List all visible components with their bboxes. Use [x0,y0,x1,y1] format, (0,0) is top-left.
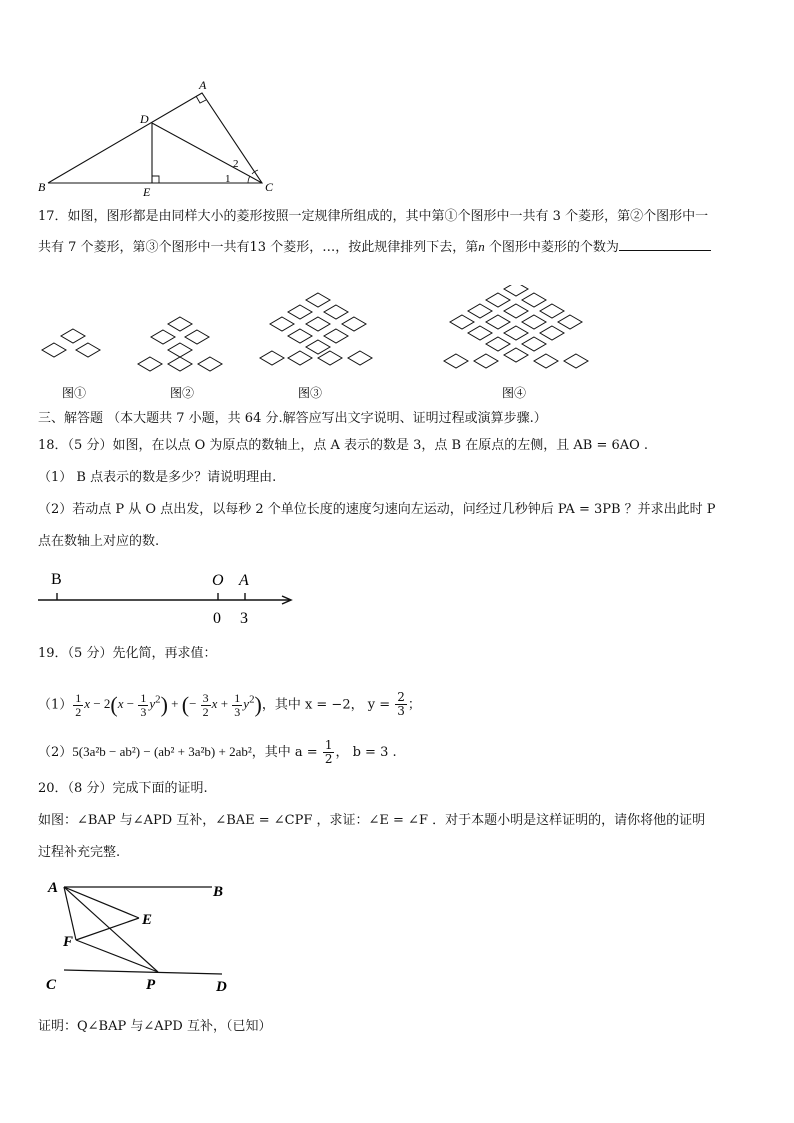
section-3-title: 三、解答题 （本大题共 7 小题，共 64 分.解答应写出文字说明、证明过程或演算步骤.） [38,411,547,426]
label-A: A [199,78,207,92]
fig-label-D: D [216,979,227,995]
fig-label-P: P [146,977,156,993]
axis-label-A: A [239,572,249,589]
q20-line2: 过程补充完整. [38,845,121,860]
fig-label-E: E [142,912,153,928]
label-E: E [143,185,151,199]
caption-fig3: 图③ [298,386,323,400]
answer-blank[interactable] [619,238,711,251]
triangle-figure [30,75,290,200]
figure-2-rhombi [138,317,222,371]
q18-line1: 18．（5 分）如图，在以点 O 为原点的数轴上，点 A 表示的数是 3，点 B 在原点的左侧，且 AB = 6AO . [38,438,649,453]
label-angle-1: 1 [225,173,231,185]
q20-title: 20．（8 分）完成下面的证明. [38,781,208,796]
q19-title: 19．（5 分）先化简，再求值： [38,646,217,661]
label-C: C [265,180,274,194]
q19-expr2: 5(3a²b − ab²) − (ab² + 3a²b) + 2ab² [72,744,252,759]
caption-fig1: 图① [62,386,87,400]
q18-part2-line2: 点在数轴上对应的数. [38,534,160,549]
axis-tick-3: 3 [240,610,248,627]
axis-tick-0: 0 [213,610,221,627]
axis-label-O: O [212,572,224,589]
q17-line1: 17．如图，图形都是由同样大小的菱形按照一定规律所组成的，其中第①个图形中一共有 3 个菱形，第②个图形中一 [38,209,709,224]
q17-line2: 共有 7 个菱形，第③个图形中一共有13 个菱形，…，按此规律排列下去，第n 个图形中菱形的个数为 [38,238,756,257]
q18-part1: （1） B 点表示的数是多少？请说明理由. [38,470,277,485]
q20-line1: 如图：∠BAP 与∠APD 互补，∠BAE = ∠CPF ，求证：∠E = ∠F ．对于本题小明是这样证明的，请你将他的证明 [38,813,706,828]
figure-3-rhombi [260,293,372,365]
fig-label-C: C [46,977,57,993]
fig-label-F: F [63,934,74,950]
proof-figure [36,870,246,1000]
q19-part1: （1） $\frac{1}{2}$ x − 2(x − $\frac{1}{3}$ $y^2$) + (− $\frac{3}{2}$ x + $\frac{1}{3}$ $y^2$)，其中 x = −2， y = $\frac{2}{3}$ ； [38,690,421,719]
figure-1-rhombi [42,329,100,357]
axis-label-B: B [51,571,62,588]
q20-proof-line: 证明：Q∠BAP 与∠APD 互补，（已知） [38,1019,272,1034]
label-angle-2: 2 [233,158,239,170]
figure-4-rhombi [444,285,588,368]
caption-fig2: 图② [170,386,195,400]
q19-part2: （2）5(3a²b − ab²) − (ab² + 3a²b) + 2ab²，其中 a = $\frac{1}{2}$ ， b = 3 . [38,738,397,766]
fig-label-B: B [213,884,224,900]
rhombus-figures [30,285,610,410]
fig-label-A: A [48,880,59,896]
q18-part2-line1: （2）若动点 P 从 O 点出发，以每秒 2 个单位长度的速度匀速向左运动，问经过几秒钟后 PA = 3PB ？并求出此时 P [38,502,716,517]
caption-fig4: 图④ [502,386,527,400]
number-line [34,565,304,630]
q19-expr1: $\frac{1}{2}$ x − 2(x − $\frac{1}{3}$ $y^2$) + (− $\frac{3}{2}$ x + $\frac{1}{3}$ $y^2$) [75,690,262,719]
label-D: D [140,112,149,126]
label-B: B [38,180,46,194]
